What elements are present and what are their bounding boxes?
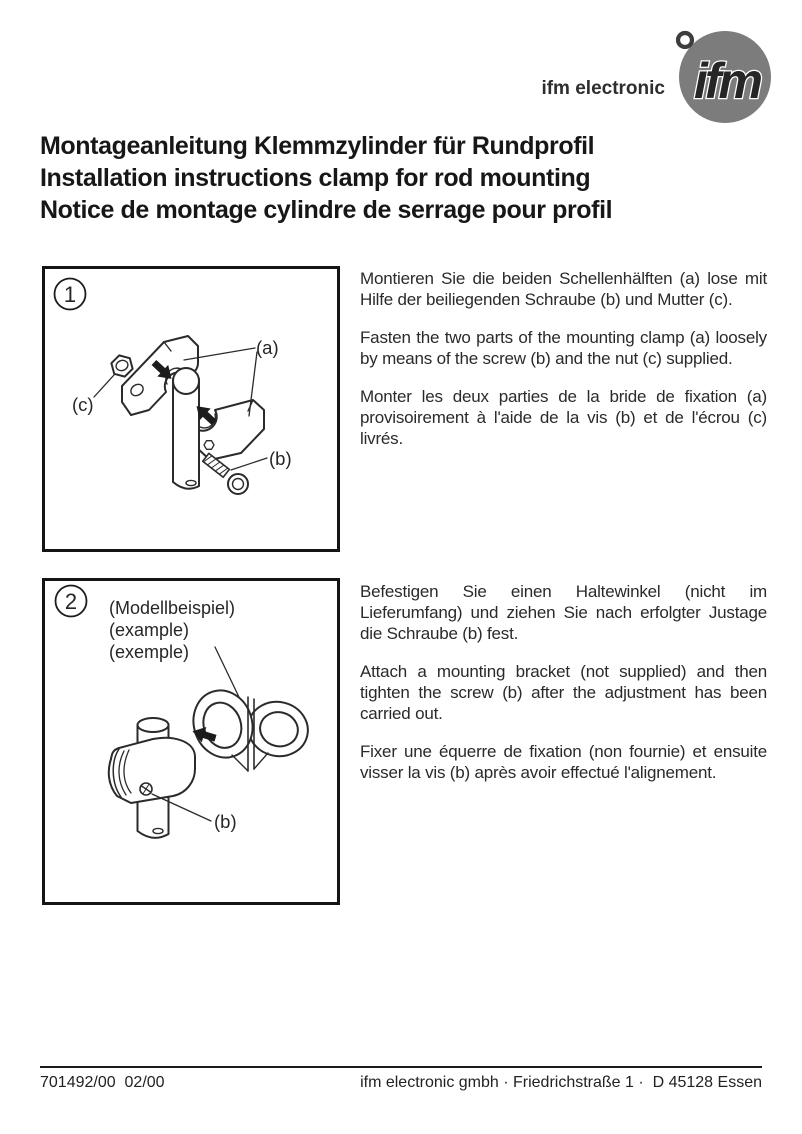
step-1-paragraph-fr: Monter les deux parties de la bride de fixation (a) provisoirement à l'aide de la vis (b) et de l'écrou (c) livrés. [360, 387, 767, 448]
step-2-badge [56, 586, 87, 617]
step-2-paragraph-de: Befestigen Sie einen Haltewinkel (nicht im Lieferumfang) und ziehen Sie nach erfolgter Justage die Schraube (b) fest. [360, 582, 767, 643]
screw-icon [203, 453, 248, 494]
title-line-de: Montageanleitung Klemmzylinder für Rundprofil [40, 132, 595, 160]
step-2-text [360, 581, 767, 800]
brand-text: ifm electronic [541, 78, 665, 99]
step-1-badge [55, 279, 86, 310]
svg-text:2: 2 [64, 589, 78, 614]
rod-icon [173, 379, 199, 489]
step-1-text [360, 268, 767, 466]
ifm-logo-icon [676, 28, 776, 128]
part-label-a: (a) [256, 337, 279, 358]
page-title [40, 130, 760, 226]
svg-text:1: 1 [63, 282, 77, 307]
logo-letters: ifm [694, 53, 760, 109]
figure-2-drawing [45, 581, 337, 902]
company-address: ifm electronic gmbh · Friedrichstraße 1 · D 45128 Essen [360, 1074, 762, 1091]
figure-1-box [42, 266, 340, 552]
part-label-c: (c) [72, 394, 94, 415]
mounting-bracket-icon [185, 683, 314, 771]
nut-icon [111, 355, 132, 376]
part-label-b: (b) [269, 448, 292, 469]
document-number: 701492/00 02/00 [40, 1074, 165, 1091]
part-label-b: (b) [214, 811, 237, 832]
title-line-en: Installation instructions clamp for rod mounting [40, 164, 591, 192]
rod-top-ball-icon [173, 368, 199, 394]
svg-text:(example): (example) [109, 620, 190, 640]
title-line-fr: Notice de montage cylindre de serrage pour profil [40, 196, 613, 224]
figure-2-caption [109, 598, 235, 662]
footer-divider [40, 1066, 762, 1068]
svg-text:(exemple): (exemple) [109, 642, 190, 662]
step-2-paragraph-fr: Fixer une équerre de fixation (non fournie) et ensuite visser la vis (b) après avoir effectué l'alignement. [360, 742, 767, 782]
svg-text:(Modellbeispiel): (Modellbeispiel) [109, 598, 236, 618]
step-2-paragraph-en: Attach a mounting bracket (not supplied) and then tighten the screw (b) after the adjustment has been carried out. [360, 662, 767, 723]
figure-2-box [42, 578, 340, 905]
step-1-paragraph-de: Montieren Sie die beiden Schellenhälften (a) lose mit Hilfe der beiliegenden Schraube (b) und Mutter (c). [360, 269, 767, 309]
logo-ring-icon [678, 33, 692, 47]
figure-1-drawing [45, 269, 337, 549]
clamp-assembled-icon [109, 738, 195, 803]
step-1-paragraph-en: Fasten the two parts of the mounting clamp (a) loosely by means of the screw (b) and the nut (c) supplied. [360, 328, 767, 368]
